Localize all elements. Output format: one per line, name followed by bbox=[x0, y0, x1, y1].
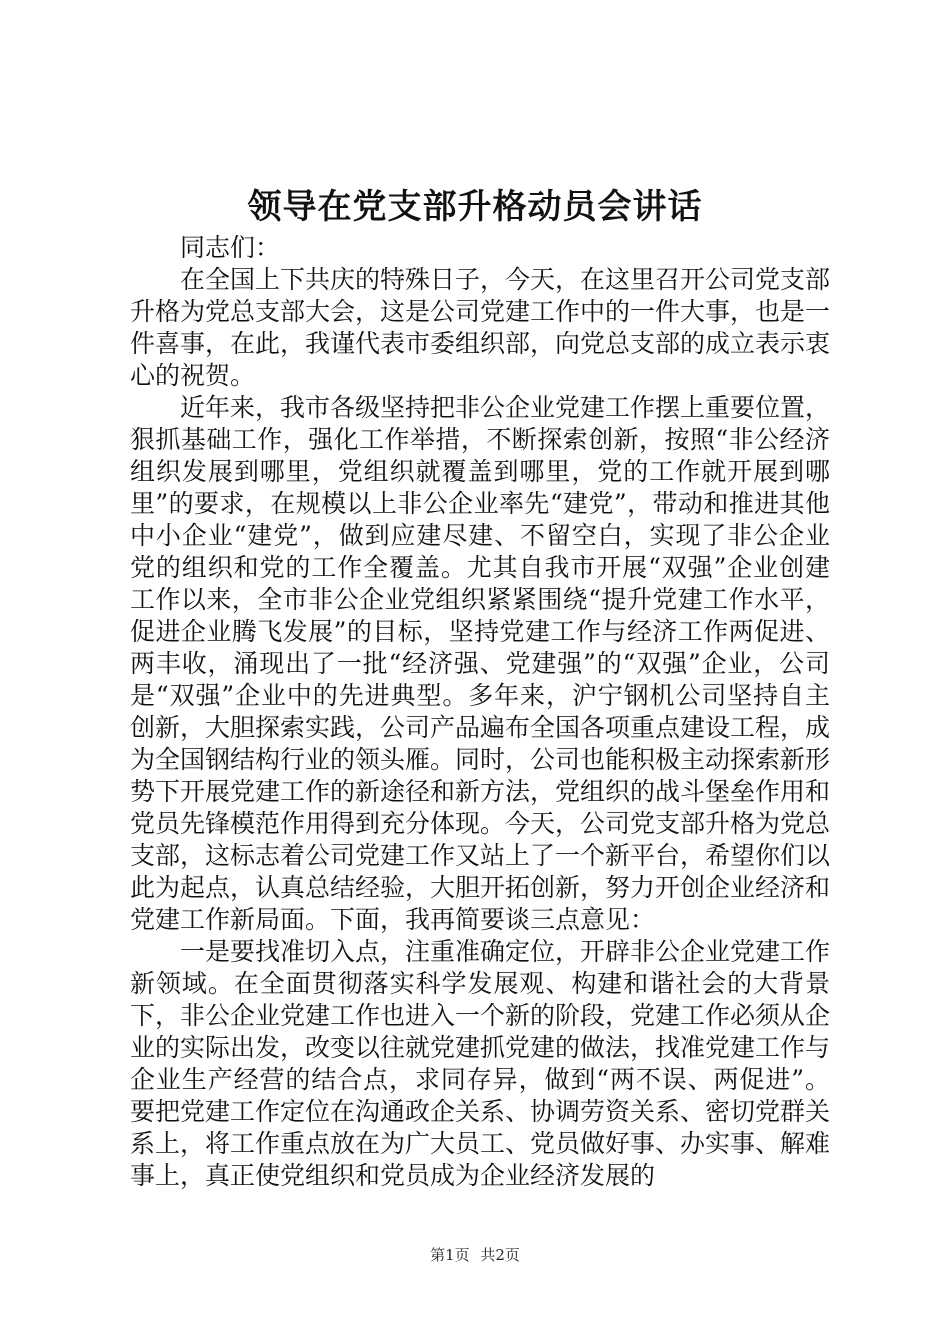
document-body bbox=[130, 232, 830, 1192]
page-total: 共2页 bbox=[480, 1246, 520, 1264]
salutation: 同志们： bbox=[180, 233, 281, 262]
document-title: 领导在党支部升格动员会讲话 bbox=[247, 187, 703, 227]
page-number: 第1页 bbox=[430, 1246, 470, 1264]
page-footer bbox=[0, 1244, 950, 1266]
paragraph-background: 近年来，我市各级坚持把非公企业党建工作摆上重要位置，狠抓基础工作，强化工作举措，不断探索创新，按照“非公经济组织发展到哪里，党组织就覆盖到哪里，党的工作就开展到哪里”的要求，在规模以上非公企业率先“建党”，带动和推进其他中小企业“建党”，做到应建尽建、不留空白，实现了非公企业党的组织和党的工作全覆盖。尤其自我市开展“双强”企业创建工作以来，全市非公企业党组织紧紧围绕“提升党建工作水平，促进企业腾飞发展”的目标，坚持党建工作与经济工作两促进、两丰收，涌现出了一批“经济强、党建强”的“双强”企业，公司是“双强”企业中的先进典型。多年来，沪宁钢机公司坚持自主创新，大胆探索实践，公司产品遍布全国各项重点建设工程，成为全国钢结构行业的领头雁。同时，公司也能积极主动探索新形势下开展党建工作的新途径和新方法，党组织的战斗堡垒作用和党员先锋模范作用得到充分体现。今天，公司党支部升格为党总支部，这标志着公司党建工作又站上了一个新平台，希望你们以此为起点，认真总结经验，大胆开拓创新，努力开创企业经济和党建工作新局面。下面，我再简要谈三点意见： bbox=[130, 393, 831, 934]
paragraph-opening: 在全国上下共庆的特殊日子，今天，在这里召开公司党支部升格为党总支部大会，这是公司党建工作中的一件大事，也是一件喜事，在此，我谨代表市委组织部，向党总支部的成立表示衷心的祝贺。 bbox=[130, 265, 831, 390]
paragraph-point-one: 一是要找准切入点，注重准确定位，开辟非公企业党建工作新领域。在全面贯彻落实科学发展观、构建和谐社会的大背景下，非公企业党建工作也进入一个新的阶段，党建工作必须从企业的实际出发，改变以往就党建抓党建的做法，找准党建工作与企业生产经营的结合点，求同存异，做到“两不误、两促进”。要把党建工作定位在沟通政企关系、协调劳资关系、密切党群关系上，将工作重点放在为广大员工、党员做好事、办实事、解难事上，真正使党组织和党员成为企业经济发展的 bbox=[130, 937, 831, 1190]
